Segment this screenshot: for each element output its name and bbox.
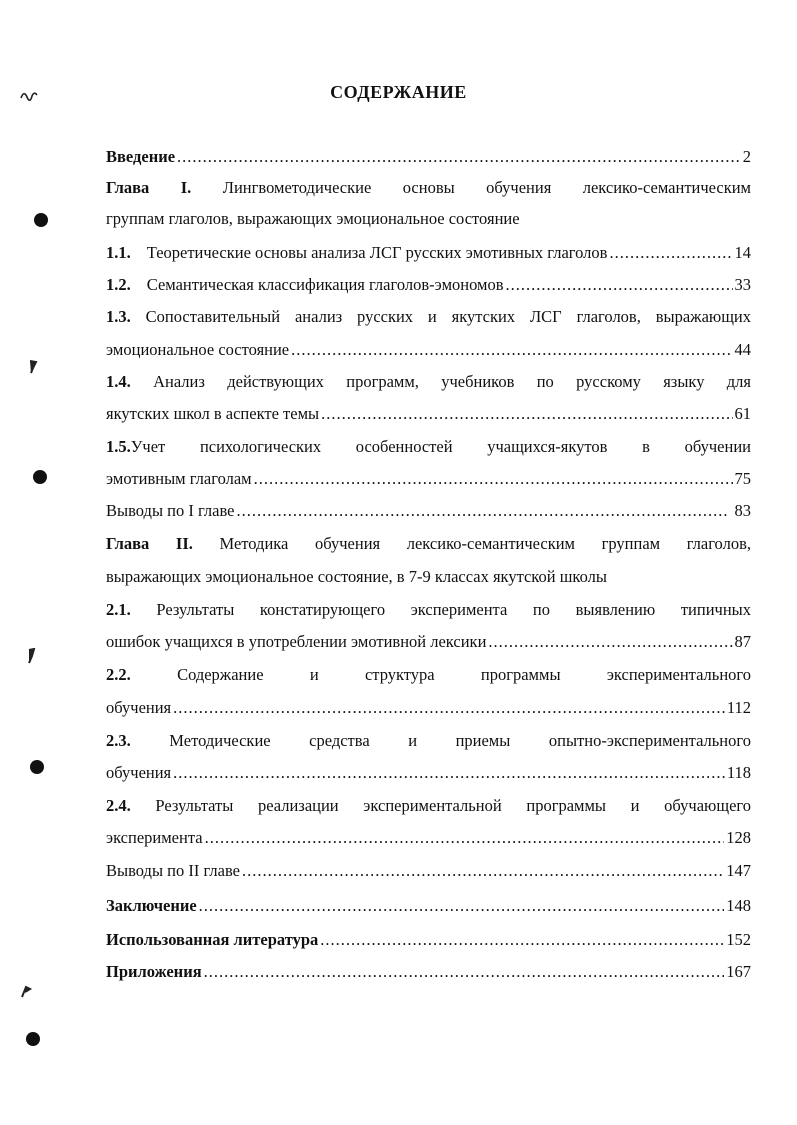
binder-hole-icon bbox=[30, 760, 44, 774]
toc-entry-page: 75 bbox=[734, 469, 751, 488]
toc-section-1-4-cont: якутских школ в аспекте темы ..... 61 bbox=[106, 401, 751, 427]
toc-section-title: Результаты реализации экспериментальной программы и обучающего bbox=[155, 796, 752, 815]
toc-section-2-1-cont: ошибок учащихся в употреблении эмотивной лексики ..... 87 bbox=[106, 629, 751, 655]
toc-section-1-5-cont: эмотивным глаголам ..... 75 bbox=[106, 466, 751, 492]
toc-entry-page: 61 bbox=[734, 404, 751, 423]
toc-entry-conclusions-ch2[interactable] bbox=[106, 858, 751, 884]
toc-section-number: 1.1. bbox=[106, 243, 131, 262]
toc-section-1-3[interactable] bbox=[106, 304, 751, 330]
toc-entry-page: 83 bbox=[734, 501, 751, 520]
toc-section-number: 2.3. bbox=[106, 731, 131, 750]
toc-section-1-4[interactable] bbox=[106, 369, 751, 395]
toc-section-1-3-cont: эмоциональное состояние ..... 44 bbox=[106, 337, 751, 363]
toc-entry-page: 2 bbox=[742, 147, 751, 166]
toc-section-number: 1.4. bbox=[106, 372, 131, 391]
toc-section-2-4[interactable] bbox=[106, 793, 751, 819]
toc-entry-page: 148 bbox=[726, 896, 751, 915]
toc-section-number: 1.2. bbox=[106, 275, 131, 294]
toc-entry-page: 87 bbox=[734, 632, 751, 651]
toc-entry-label: Выводы по II главе bbox=[106, 861, 240, 880]
toc-section-2-4-cont: эксперимента ..... 128 bbox=[106, 825, 751, 851]
toc-chapter-1-heading-cont: группам глаголов, выражающих эмоциональное состояние bbox=[106, 209, 520, 228]
toc-entry-page: 167 bbox=[726, 962, 751, 981]
toc-entry-page: 44 bbox=[734, 340, 751, 359]
binder-hole-icon bbox=[33, 470, 47, 484]
toc-section-title: Теоретические основы анализа ЛСГ русских эмотивных глаголов bbox=[146, 243, 608, 262]
toc-section-title: Методические средства и приемы опытно-экспериментального bbox=[169, 731, 751, 750]
toc-entry-page: 14 bbox=[734, 243, 751, 262]
toc-section-2-3-cont: обучения ..... 118 bbox=[106, 760, 751, 786]
toc-chapter-label: Глава II. bbox=[106, 534, 193, 553]
toc-section-number: 2.4. bbox=[106, 796, 131, 815]
toc-section-title: Семантическая классификация глаголов-эмономов bbox=[146, 275, 504, 294]
toc-entry-page: 112 bbox=[726, 698, 751, 717]
toc-entry-page: 128 bbox=[726, 828, 751, 847]
toc-entry-conclusions-ch1[interactable] bbox=[106, 498, 751, 524]
toc-section-title: Сопоставительный анализ русских и якутских ЛСГ глаголов, выражающих bbox=[145, 307, 751, 326]
toc-entry-appendices[interactable] bbox=[106, 959, 751, 985]
toc-section-number: 2.1. bbox=[106, 600, 131, 619]
toc-entry-page: 33 bbox=[734, 275, 751, 294]
toc-section-title: Учет психологических особенностей учащихся-якутов в обучении bbox=[130, 437, 751, 456]
toc-section-number: 1.5. bbox=[106, 437, 131, 456]
margin-tick-icon bbox=[26, 648, 36, 669]
toc-entry-conclusion[interactable] bbox=[106, 893, 751, 919]
toc-section-title: Результаты констатирующего эксперимента по выявлению типичных bbox=[156, 600, 751, 619]
toc-chapter-2-heading[interactable] bbox=[106, 531, 751, 557]
toc-entry-page: 147 bbox=[726, 861, 751, 880]
toc-section-1-5[interactable] bbox=[106, 434, 751, 460]
toc-entry-page: 118 bbox=[726, 763, 751, 782]
toc-chapter-label: Глава I. bbox=[106, 178, 192, 197]
margin-tick-icon bbox=[20, 985, 32, 1004]
toc-chapter-2-heading-cont: выражающих эмоциональное состояние, в 7-9 классах якутской школы bbox=[106, 567, 607, 586]
toc-entry-label: Введение bbox=[106, 147, 176, 166]
margin-scribble-icon bbox=[20, 88, 38, 100]
toc-chapter-title: Методика обучения лексико-семантическим группам глаголов, bbox=[219, 534, 751, 553]
toc-chapter-title: Лингвометодические основы обучения лексико-семантическим bbox=[222, 178, 752, 197]
toc-entry-label: Использованная литература bbox=[106, 930, 319, 949]
binder-hole-icon bbox=[26, 1032, 40, 1046]
toc-section-2-2[interactable] bbox=[106, 662, 751, 688]
toc-entry-label: Заключение bbox=[106, 896, 197, 915]
toc-entry-page: 152 bbox=[726, 930, 751, 949]
toc-entry-label: Выводы по I главе bbox=[106, 501, 235, 520]
margin-tick-icon bbox=[28, 360, 38, 379]
binder-hole-icon bbox=[34, 213, 48, 227]
toc-section-2-2-cont: обучения ..... 112 bbox=[106, 695, 751, 721]
toc-section-title: Содержание и структура программы экспериментального bbox=[177, 665, 751, 684]
toc-section-number: 1.3. bbox=[106, 307, 131, 326]
toc-section-1-1[interactable] bbox=[106, 240, 751, 266]
toc-section-1-2[interactable] bbox=[106, 272, 751, 298]
toc-section-title: Анализ действующих программ, учебников по русскому языку для bbox=[153, 372, 751, 391]
toc-entry-introduction[interactable] bbox=[106, 144, 751, 170]
toc-chapter-1-heading[interactable] bbox=[106, 175, 751, 201]
toc-section-2-3[interactable] bbox=[106, 728, 751, 754]
toc-entry-references[interactable] bbox=[106, 927, 751, 953]
page-title: СОДЕРЖАНИЕ bbox=[330, 82, 467, 102]
toc-section-number: 2.2. bbox=[106, 665, 131, 684]
toc-section-2-1[interactable] bbox=[106, 597, 751, 623]
toc-entry-label: Приложения bbox=[106, 962, 202, 981]
